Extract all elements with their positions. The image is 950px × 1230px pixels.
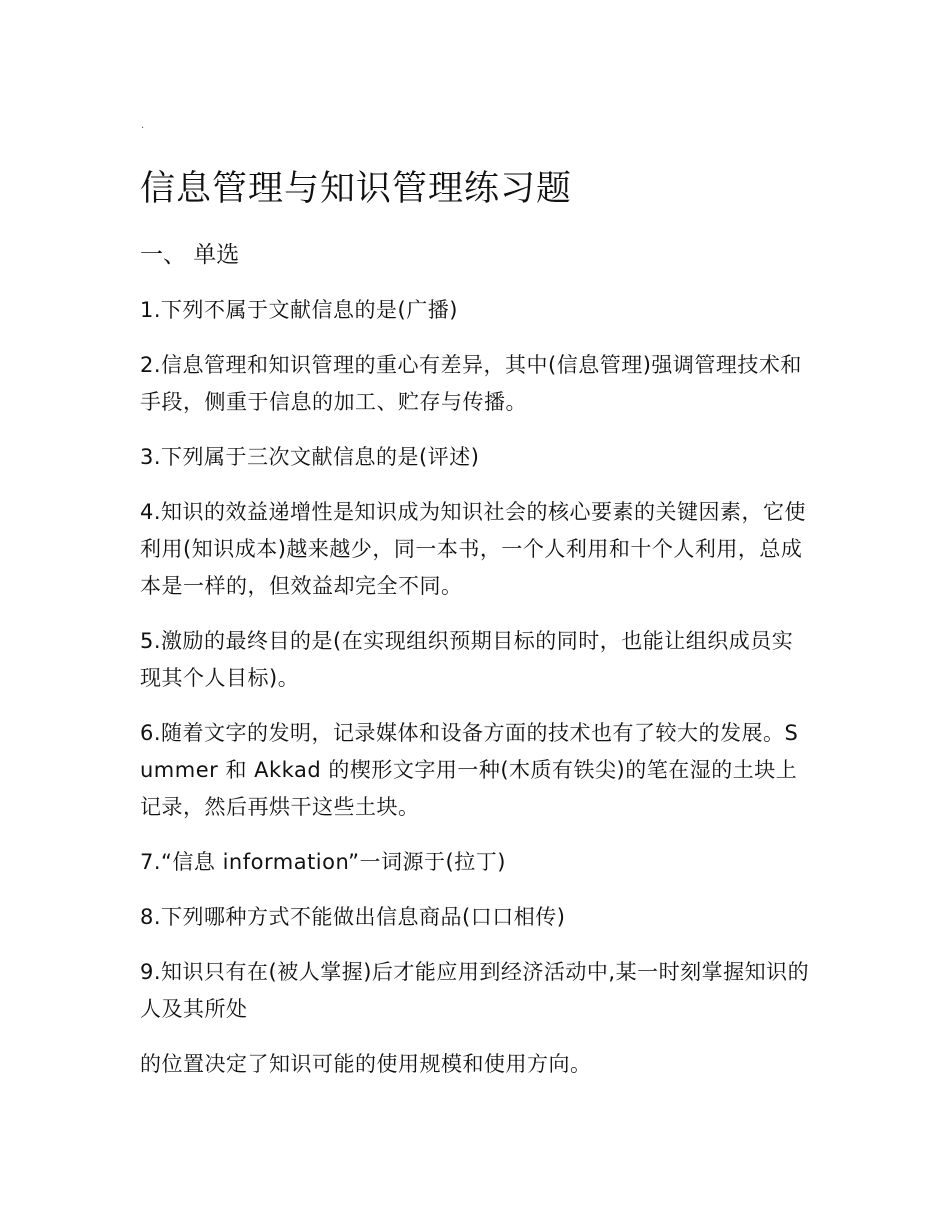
question-4: 4.知识的效益递增性是知识成为知识社会的核心要素的关键因素，它使利用(知识成本)越来越少，同一本书，一个人利用和十个人利用，总成本是一样的，但效益却完全不同。 <box>140 500 807 598</box>
question-9-continuation: 的位置决定了知识可能的使用规模和使用方向。 <box>140 1052 592 1076</box>
question-6: 6.随着文字的发明，记录媒体和设备方面的技术也有了较大的发展。Summer 和 Akkad 的楔形文字用一种(木质有铁尖)的笔在湿的土块上记录，然后再烘干这些土块。 <box>140 721 799 819</box>
question-3: 3.下列属于三次文献信息的是(评述) <box>140 445 480 469</box>
header-mark: . <box>141 120 145 131</box>
question-2: 2.信息管理和知识管理的重心有差异，其中(信息管理)强调管理技术和手段，侧重于信息的加工、贮存与传播。 <box>140 353 802 414</box>
question-1: 1.下列不属于文献信息的是(广播) <box>140 298 458 322</box>
document-title: 信息管理与知识管理练习题 <box>140 169 573 209</box>
question-7: 7.“信息 information”一词源于(拉丁) <box>140 850 506 874</box>
question-9: 9.知识只有在(被人掌握)后才能应用到经济活动中,某一时刻掌握知识的人及其所处 <box>140 960 810 1021</box>
section-heading-single-choice: 一、 单选 <box>140 242 240 268</box>
question-list <box>140 292 812 1101</box>
question-5: 5.激励的最终目的是(在实现组织预期目标的同时，也能让组织成员实现其个人目标)。 <box>140 629 794 690</box>
question-8: 8.下列哪种方式不能做出信息商品(口口相传) <box>140 905 566 929</box>
